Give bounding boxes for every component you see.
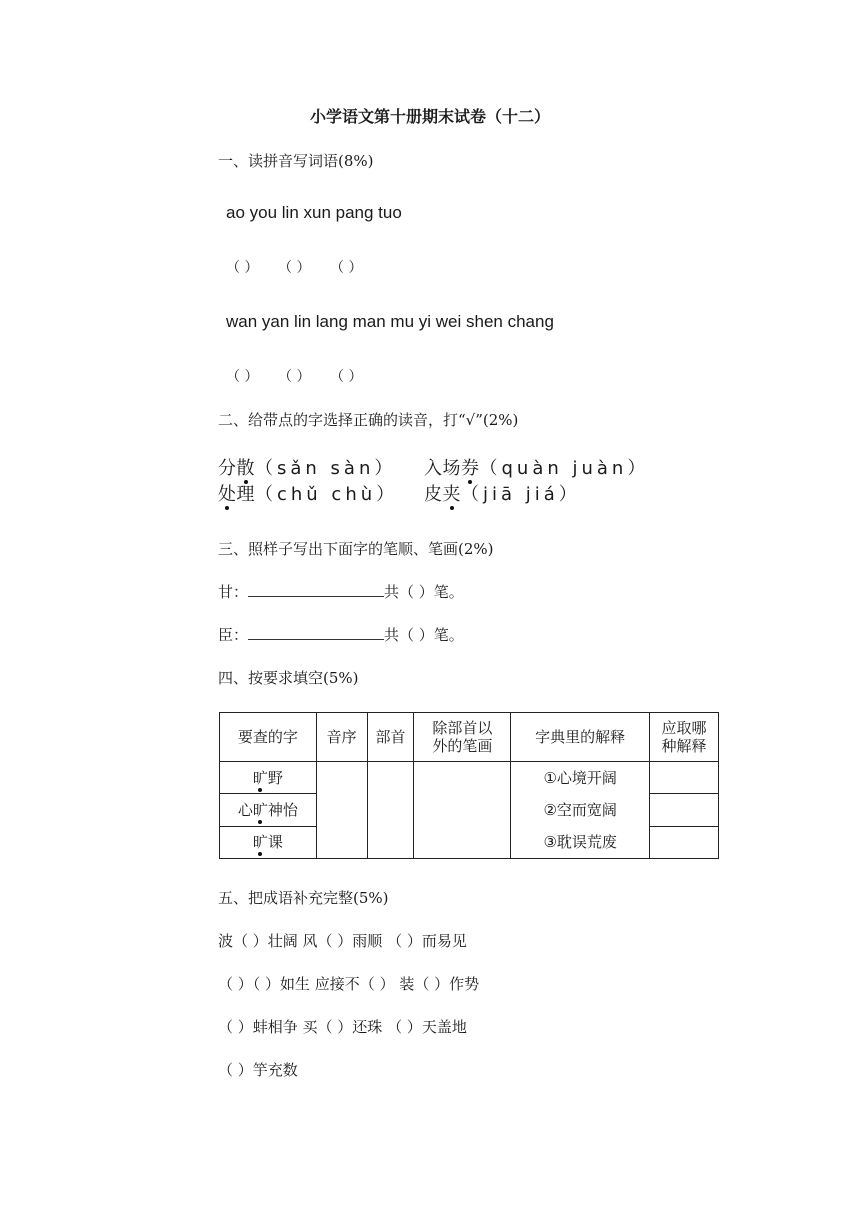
section3-heading: 三、照样子写出下面字的笔顺、笔画(2%) (218, 540, 494, 558)
stroke-char: 甘： (218, 583, 249, 601)
section1-heading: 一、读拼音写词语(8%) (218, 152, 374, 170)
answer-paren: （ ） (278, 260, 311, 276)
dotted-char: 券 (461, 458, 480, 479)
reading-options: （jiā jiá） (461, 484, 581, 505)
pinyin-row-2: wan yan lin lang man mu yi wei shen chang (226, 312, 554, 331)
dotted-char: 旷 (252, 768, 268, 787)
table-cell-word: 旷课 (220, 826, 317, 858)
reading-options: （quàn juàn） (479, 458, 650, 479)
idiom-line: 波（ ）壮阔 风（ ）雨顺 （ ）而易见 (218, 932, 467, 950)
stroke-blank[interactable] (248, 625, 384, 640)
table-header: 音序 (316, 713, 367, 762)
table-header: 部首 (367, 713, 414, 762)
stroke-count: 共（ ）笔。 (384, 626, 464, 644)
idiom-line: （ ）竽充数 (218, 1061, 298, 1079)
table-cell-word: 旷野 (220, 762, 317, 794)
stroke-count: 共（ ）笔。 (384, 583, 464, 601)
answer-cell[interactable] (649, 826, 718, 858)
table-cell-word: 心旷神怡 (220, 794, 317, 826)
dotted-char: 旷 (252, 833, 268, 852)
reading-options: （chǔ chù） (255, 484, 399, 505)
meaning-item: ②空而宽阔 (543, 801, 617, 819)
reading-options: （sǎn sàn） (255, 458, 397, 479)
answer-paren: （ ） (330, 260, 363, 276)
answer-cell[interactable] (649, 794, 718, 826)
answer-cell[interactable] (649, 762, 718, 794)
dictionary-table (219, 712, 719, 859)
table-header: 除部首以外的笔画 (414, 713, 511, 762)
answer-parens-row-2 (226, 366, 382, 386)
dotted-char: 夹 (442, 484, 461, 505)
dotted-char: 处 (218, 484, 237, 505)
dotted-char: 散 (236, 458, 255, 479)
stroke-char: 臣： (218, 626, 249, 644)
reading-item: 入场券（quàn juàn） (424, 458, 650, 479)
section4-heading: 四、按要求填空(5%) (218, 669, 359, 687)
reading-item: 处理（chǔ chù） (218, 484, 399, 505)
meaning-item: ③耽误荒废 (543, 833, 617, 851)
table-header: 字典里的解释 (511, 713, 650, 762)
answer-cell[interactable] (367, 762, 414, 859)
idiom-line: （ ）蚌相争 买（ ）还珠 （ ）天盖地 (218, 1018, 467, 1036)
answer-paren: （ ） (330, 369, 363, 385)
table-header-row (220, 713, 719, 762)
stroke-row (218, 624, 464, 645)
table-header: 应取哪种解释 (649, 713, 718, 762)
answer-paren: （ ） (226, 260, 259, 276)
answer-cell[interactable] (414, 762, 511, 859)
page-title: 小学语文第十册期末试卷（十二） (309, 107, 550, 126)
pinyin-row-1: ao you lin xun pang tuo (226, 203, 402, 222)
answer-paren: （ ） (226, 369, 259, 385)
reading-item: 分散（sǎn sàn） (218, 458, 397, 479)
answer-paren: （ ） (278, 369, 311, 385)
idiom-line: （ ）（ ）如生 应接不（ ） 装（ ）作势 (218, 975, 480, 993)
section5-heading: 五、把成语补充完整(5%) (218, 889, 389, 907)
table-row (220, 762, 719, 794)
reading-item: 皮夹（jiā jiá） (424, 484, 581, 505)
reading-choices (218, 456, 664, 508)
dotted-char: 旷 (252, 800, 268, 819)
table-header: 要查的字 (220, 713, 317, 762)
answer-cell[interactable] (316, 762, 367, 859)
section2-heading: 二、给带点的字选择正确的读音，打“√”(2%) (218, 411, 519, 429)
meaning-item: ①心境开阔 (543, 769, 617, 787)
meanings-cell (511, 762, 650, 859)
stroke-blank[interactable] (248, 582, 384, 597)
stroke-row (218, 581, 464, 602)
answer-parens-row-1 (226, 257, 382, 277)
